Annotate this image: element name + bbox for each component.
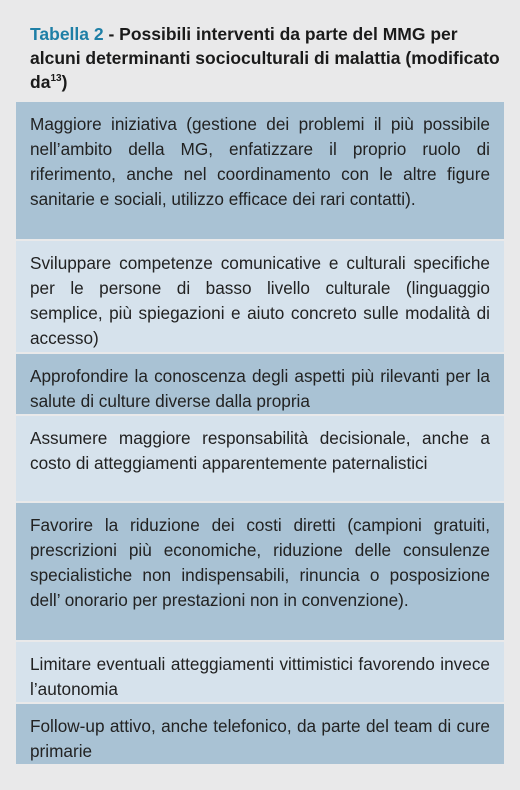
interventions-table (16, 102, 504, 766)
table-row: Limitare eventuali atteggiamenti vittimistici favorendo invece l’autonomia (16, 642, 504, 704)
table-row: Favorire la riduzione dei costi diretti (campioni gratuiti, prescrizioni più economiche, riduzione delle consulenze specialistiche non indispensabili, rinuncia o posposizione dell’ onorario per prestazioni non in convenzione). (16, 503, 504, 642)
table-row: Maggiore iniziativa (gestione dei problemi il più possibile nell’ambito della MG, enfatizzare il proprio ruolo di riferimento, anche nel coordinamento con le altre figure sanitarie e sociali, utilizzo efficace dei rari contatti). (16, 102, 504, 241)
table-row: Assumere maggiore responsabilità decisionale, anche a costo di atteggiamenti apparentemente paternalistici (16, 416, 504, 503)
table-title-end: ) (61, 72, 68, 92)
table-label: Tabella 2 (30, 24, 104, 44)
table-row: Follow-up attivo, anche telefonico, da parte del team di cure primarie (16, 704, 504, 766)
table-caption (30, 22, 500, 94)
table-title: - Possibili interventi da parte del MMG per alcuni determinanti socioculturali di malattia (modificato da (30, 24, 500, 92)
table-row: Approfondire la conoscenza degli aspetti più rilevanti per la salute di culture diverse dalla propria (16, 354, 504, 416)
reference-number: 13 (50, 73, 62, 84)
table-row: Sviluppare competenze comunicative e culturali specifiche per le persone di basso livello culturale (linguaggio semplice, più spiegazioni e aiuto concreto sulle modalità di accesso) (16, 241, 504, 354)
